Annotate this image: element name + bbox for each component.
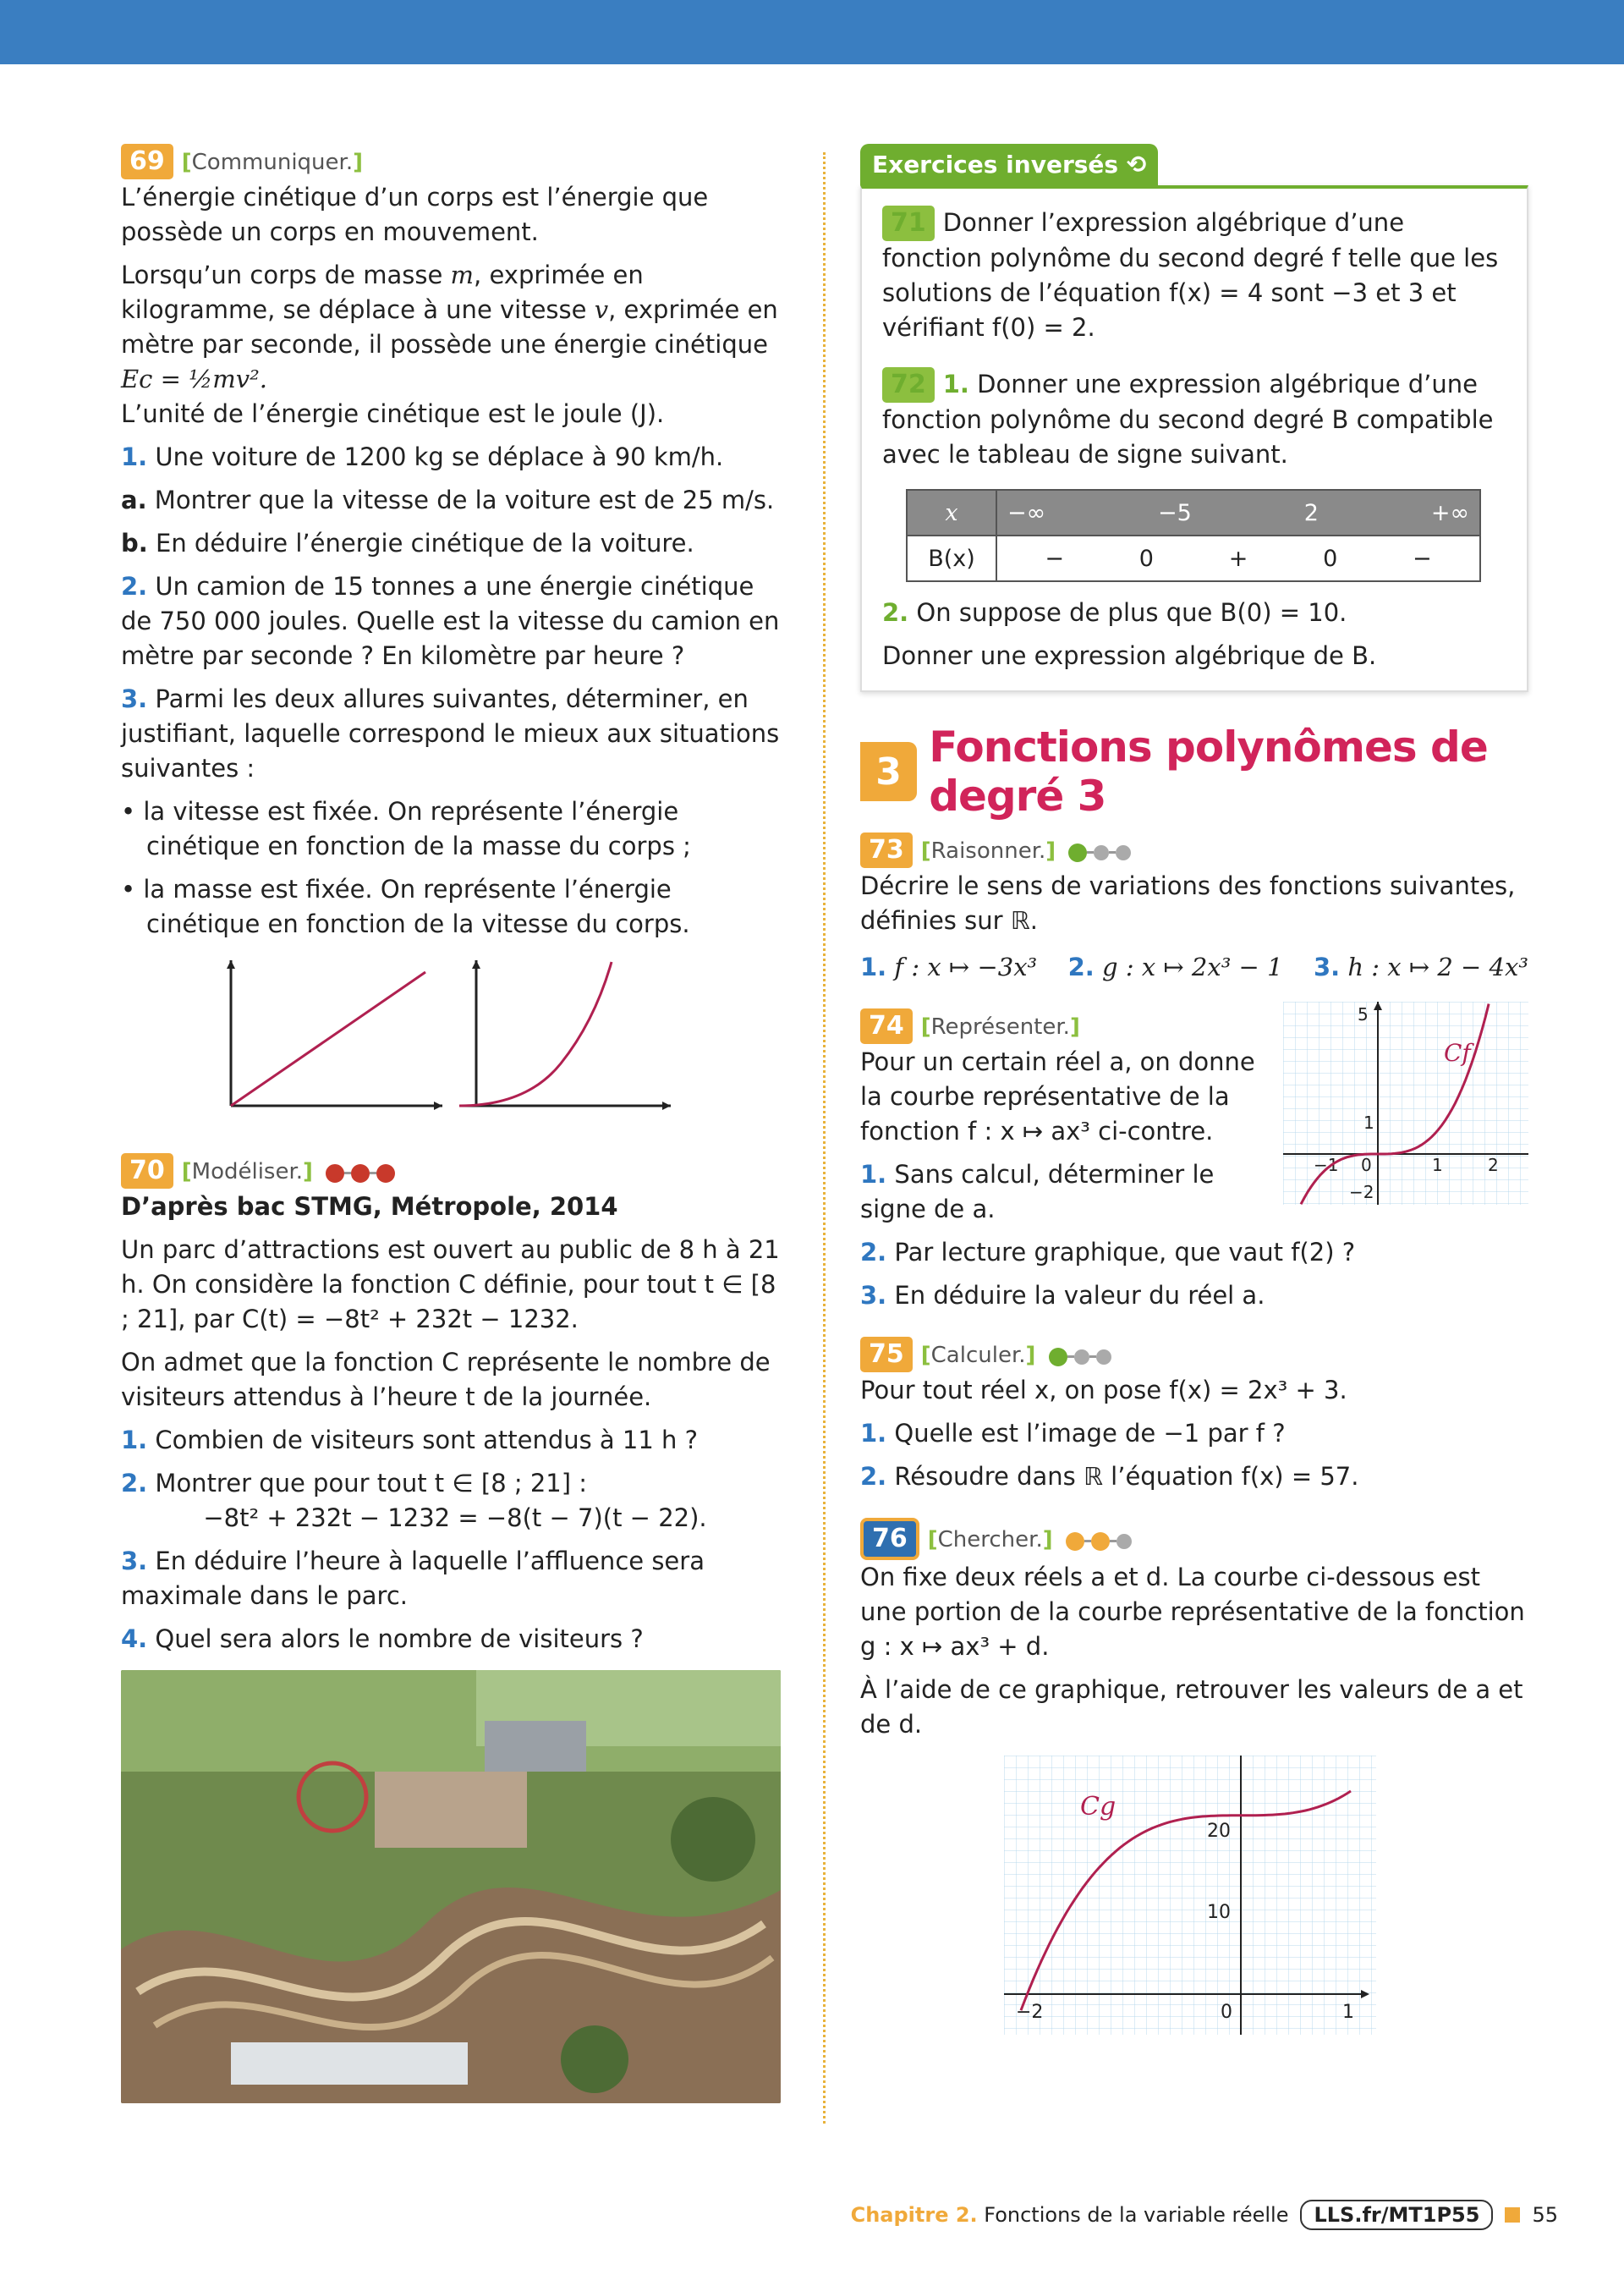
y-tick-neg2: −2 (1349, 1182, 1374, 1202)
question: 2. On suppose de plus que B(0) = 10. (882, 598, 1347, 627)
x-tick-1: 1 (1342, 2002, 1354, 2023)
graph-quadratic (459, 960, 671, 1110)
x-tick-0: 0 (1221, 2002, 1232, 2023)
exercise-70 (121, 1153, 789, 2103)
refresh-icon: ⟲ (1126, 151, 1147, 179)
question: 1. Quelle est l’image de −1 par f ? (860, 1419, 1286, 1448)
question: 1. Combien de visiteurs sont attendus à 11 h ? (121, 1426, 699, 1454)
exercise-71: 71 Donner l’expression algébrique d’une fonction polynôme du second degré f telle que les solutions de l’équation f(x) = 4 sont −3 et 3 et vérifiant f(0) = 2. (882, 206, 1506, 345)
page-number: 55 (1532, 2203, 1558, 2227)
exercise-tag: [Représenter.] (920, 1014, 1080, 1040)
function-list: 1. f : x ↦ −3x³ 2. g : x ↦ 2x³ − 1 3. h : x ↦ 2 − 4x³ (860, 953, 1528, 981)
question: 2. Un camion de 15 tonnes a une énergie cinétique de 750 000 joules. Quelle est la vitesse du camion en mètre par seconde ? En kilomètre par heure ? (121, 572, 780, 670)
difficulty-dots (1066, 1523, 1132, 1558)
exercise-tag: [Calculer.] (920, 1343, 1036, 1368)
x-tick-2: 2 (1488, 1155, 1499, 1175)
question: 1. Sans calcul, déterminer le signe de a. (860, 1160, 1215, 1223)
question: 2. Montrer que pour tout t ∈ [8 ; 21] : (121, 1469, 588, 1497)
exercise-tag: [Chercher.] (927, 1527, 1053, 1552)
footer-square-icon (1505, 2207, 1520, 2223)
question: 1. Une voiture de 1200 kg se déplace à 90 km/h. (121, 442, 724, 471)
ex76-graph (1004, 1756, 1376, 2035)
right-column (860, 144, 1528, 2035)
section-title: Fonctions polynômes de degré 3 (929, 723, 1488, 821)
curve-label: Cf (1444, 1039, 1471, 1067)
sign-table: x −∞ −5 2 +∞ B(x) − 0 + 0 − (906, 489, 1481, 582)
ex69-graphs (214, 953, 688, 1131)
y-tick-5: 5 (1358, 1004, 1369, 1025)
paragraph: Décrire le sens de variations des fonctions suivantes, définies sur ℝ. (860, 871, 1516, 935)
exercise-74: 5 1 −2 −1 0 1 2 Cf 74 [Représenter.] Pour un certain réel a, on donne la courbe représentative de la fonction f : x ↦ ax³ ci-contre. 1. Sans calcul, déterminer le signe de a. 2. Par lecture graphique, que vaut f(2) ? 3. En déduire la valeur du réel a. (860, 1008, 1528, 1313)
exercise-subtitle: D’après bac STMG, Métropole, 2014 (121, 1192, 618, 1221)
exercise-73: 73 [Raisonner.] Décrire le sens de variations des fonctions suivantes, définies sur ℝ. 1. f : x ↦ −3x³ 2. g : x ↦ 2x³ − 1 3. h : x ↦ 2 − 4x³ (860, 833, 1528, 985)
difficulty-dots (1068, 834, 1131, 869)
x-tick-neg2: −2 (1016, 2002, 1044, 2023)
bullet-item: • la masse est fixée. On représente l’énergie cinétique en fonction de la vitesse du corps. (121, 875, 690, 938)
sign-table-header: −∞ −5 2 +∞ (996, 490, 1480, 536)
footer-link[interactable]: LLS.fr/MT1P55 (1300, 2200, 1493, 2230)
exercise-75: 75 [Calculer.] Pour tout réel x, on pose f(x) = 2x³ + 3. 1. Quelle est l’image de −1 par f ? 2. Résoudre dans ℝ l’équation f(x) = 57. (860, 1337, 1528, 1494)
paragraph: Un parc d’attractions est ouvert au public de 8 h à 21 h. On considère la fonction C définie, pour tout t ∈ [8 ; 21], par C(t) = −8t² + 232t − 1232. (121, 1235, 780, 1333)
top-banner (0, 0, 1624, 64)
ex74-graph (1283, 1002, 1528, 1205)
bullet-item: • la vitesse est fixée. On représente l’énergie cinétique en fonction de la masse du corps ; (121, 797, 691, 860)
paragraph: L’unité de l’énergie cinétique est le joule (J). (121, 399, 665, 428)
sign-table-values: − 0 + 0 − (996, 536, 1480, 581)
paragraph: On admet que la fonction C représente le nombre de visiteurs attendus à l’heure t de la journée. (121, 1348, 771, 1411)
inverse-header: Exercices inversés ⟲ (860, 144, 1158, 185)
exercise-69 (121, 144, 789, 1131)
paragraph: L’énergie cinétique d’un corps est l’énergie que possède un corps en mouvement. (121, 183, 709, 246)
section-header (860, 723, 1528, 821)
paragraph: Lorsqu’un corps de masse m, exprimée en kilogramme, se déplace à une vitesse v, exprimée en mètre par seconde, il possède une énergie cinétique Ec = ½mv². (121, 261, 778, 393)
difficulty-dots (326, 1155, 395, 1190)
question: 3. Parmi les deux allures suivantes, déterminer, en justifiant, laquelle correspond le mieux aux situations suivantes : (121, 684, 780, 783)
column-divider (823, 152, 826, 2124)
exercise-number: 70 (121, 1153, 173, 1189)
paragraph: À l’aide de ce graphique, retrouver les valeurs de a et de d. (860, 1675, 1523, 1739)
graph-linear (227, 960, 442, 1110)
amusement-park-photo (121, 1670, 781, 2103)
y-tick-10: 10 (1207, 1902, 1231, 1923)
question: 3. En déduire la valeur du réel a. (860, 1281, 1265, 1310)
exercise-tag: [Modéliser.] (181, 1159, 313, 1184)
exercise-number: 69 (121, 144, 173, 179)
inverse-exercises (860, 144, 1528, 692)
quadratic-curve (459, 962, 612, 1106)
paragraph: Pour un certain réel a, on donne la courbe représentative de la fonction f : x ↦ ax³ ci-contre. (860, 1047, 1255, 1146)
exercise-tag: [Raisonner.] (920, 838, 1056, 864)
y-tick-1: 1 (1363, 1113, 1374, 1133)
question: 2. Résoudre dans ℝ l’équation f(x) = 57. (860, 1462, 1359, 1491)
page-footer (851, 2200, 1558, 2230)
x-tick-neg1: −1 (1314, 1155, 1339, 1175)
question: 3. En déduire l’heure à laquelle l’affluence sera maximale dans le parc. (121, 1547, 705, 1610)
section-number: 3 (860, 742, 917, 801)
footer-chapter: Chapitre 2. (850, 2203, 978, 2227)
question: a. Montrer que la vitesse de la voiture est de 25 m/s. (121, 486, 775, 514)
left-column (121, 144, 789, 2103)
y-tick-20: 20 (1207, 1821, 1231, 1842)
equation: −8t² + 232t − 1232 = −8(t − 7)(t − 22). (203, 1503, 707, 1532)
exercise-76: 76 [Chercher.] On fixe deux réels a et d. La courbe ci-dessous est une portion de la courbe représentative de la fonction g : x ↦ ax³ + d. À l’aide de ce graphique, retrouver les valeurs de a et de d. 20 10 −2 0 1 Cg (860, 1518, 1528, 2035)
paragraph: Pour tout réel x, on pose f(x) = 2x³ + 3. (860, 1376, 1347, 1404)
question: 2. Par lecture graphique, que vaut f(2) ? (860, 1238, 1356, 1267)
x-tick-1: 1 (1432, 1155, 1443, 1175)
paragraph: On fixe deux réels a et d. La courbe ci-dessous est une portion de la courbe représentative de la fonction g : x ↦ ax³ + d. (860, 1563, 1525, 1661)
inverse-box (860, 185, 1528, 692)
linear-curve (231, 972, 425, 1106)
difficulty-dots (1049, 1338, 1111, 1373)
x-tick-0: 0 (1361, 1155, 1372, 1175)
exercise-tag: [Communiquer.] (181, 150, 363, 175)
question: 4. Quel sera alors le nombre de visiteurs ? (121, 1624, 644, 1653)
question: b. En déduire l’énergie cinétique de la voiture. (121, 529, 694, 558)
curve-label: Cg (1080, 1792, 1116, 1822)
footer-title: Fonctions de la variable réelle (977, 2203, 1289, 2227)
paragraph: Donner une expression algébrique de B. (882, 641, 1377, 670)
exercise-72: 72 1. Donner une expression algébrique d’une fonction polynôme du second degré B compatible avec le tableau de signe suivant. (882, 367, 1506, 472)
